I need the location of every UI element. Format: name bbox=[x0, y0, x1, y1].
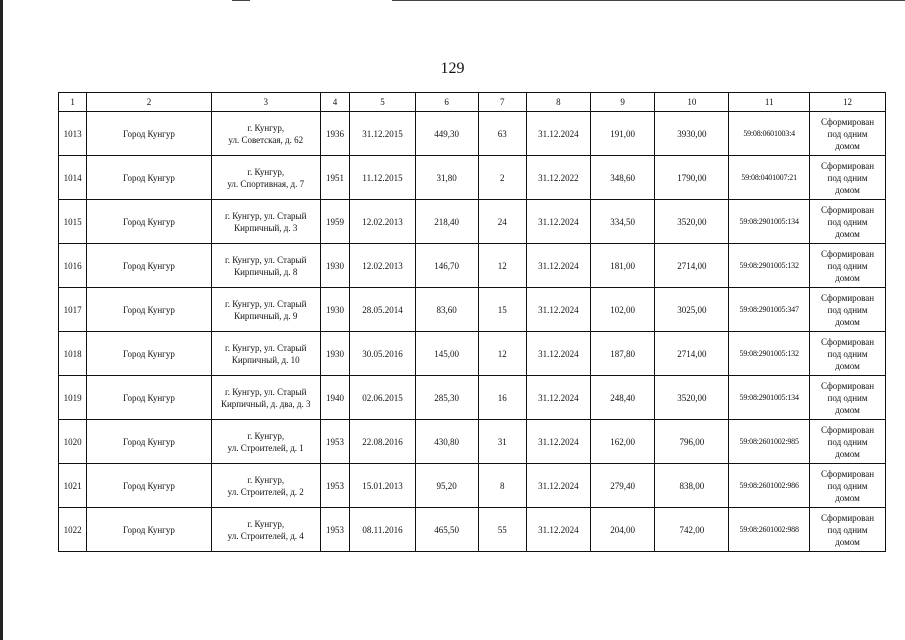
value-cell: 838,00 bbox=[655, 464, 729, 508]
municipality-cell: Город Кунгур bbox=[87, 420, 211, 464]
residents-cell: 2 bbox=[478, 156, 527, 200]
cadastral-number-cell: 59:08:0401007:21 bbox=[729, 156, 810, 200]
note-cell bbox=[810, 200, 886, 244]
table-row bbox=[59, 420, 886, 464]
area-cell: 145,00 bbox=[415, 332, 478, 376]
address-line: ул. Советская, д. 62 bbox=[228, 134, 304, 145]
address-line: Кирпичный, д. 10 bbox=[231, 354, 300, 365]
row-number: 1021 bbox=[59, 464, 87, 508]
address-line: г. Кунгур, bbox=[247, 430, 285, 441]
cadastral-number-cell: 59:08:2601002:985 bbox=[729, 420, 810, 464]
deadline-cell: 31.12.2024 bbox=[527, 288, 591, 332]
note-line: под одним bbox=[827, 172, 868, 183]
note-cell bbox=[810, 464, 886, 508]
residents-cell: 16 bbox=[478, 376, 527, 420]
note-line: Сформирован bbox=[820, 468, 875, 479]
row-number: 1018 bbox=[59, 332, 87, 376]
value-cell: 2714,00 bbox=[655, 244, 729, 288]
top-rule-right bbox=[392, 0, 905, 1]
row-number: 1019 bbox=[59, 376, 87, 420]
area-cell: 218,40 bbox=[415, 200, 478, 244]
note-line: Сформирован bbox=[820, 380, 875, 391]
deadline-cell: 31.12.2024 bbox=[527, 200, 591, 244]
municipality-cell: Город Кунгур bbox=[87, 376, 211, 420]
note-line: Сформирован bbox=[820, 116, 875, 127]
note-line: под одним bbox=[827, 392, 868, 403]
municipality-cell: Город Кунгур bbox=[87, 464, 211, 508]
address-line: г. Кунгур, ул. Старый bbox=[225, 298, 307, 309]
address-cell bbox=[211, 244, 320, 288]
note-line: Сформирован bbox=[820, 248, 875, 259]
area-cell: 285,30 bbox=[415, 376, 478, 420]
year-cell: 1951 bbox=[320, 156, 349, 200]
year-cell: 1930 bbox=[320, 288, 349, 332]
deadline-cell: 31.12.2024 bbox=[527, 332, 591, 376]
table-row bbox=[59, 376, 886, 420]
date-cell: 12.02.2013 bbox=[350, 200, 416, 244]
value-cell: 3520,00 bbox=[655, 200, 729, 244]
address-line: г. Кунгур, ул. Старый bbox=[225, 254, 307, 265]
value-cell: 248,40 bbox=[590, 376, 655, 420]
column-header: 6 bbox=[415, 93, 478, 112]
top-rule-left bbox=[232, 0, 250, 1]
table-row bbox=[59, 244, 886, 288]
address-line: Кирпичный, д. 9 bbox=[234, 310, 298, 321]
year-cell: 1940 bbox=[320, 376, 349, 420]
residents-cell: 12 bbox=[478, 332, 527, 376]
area-cell: 95,20 bbox=[415, 464, 478, 508]
residents-cell: 31 bbox=[478, 420, 527, 464]
note-line: домом bbox=[835, 492, 860, 503]
deadline-cell: 31.12.2024 bbox=[527, 244, 591, 288]
column-header: 9 bbox=[590, 93, 655, 112]
note-line: Сформирован bbox=[820, 204, 875, 215]
column-header: 4 bbox=[320, 93, 349, 112]
page-number: 129 bbox=[440, 60, 465, 77]
note-line: под одним bbox=[827, 436, 868, 447]
address-line: г. Кунгур, ул. Старый bbox=[225, 386, 307, 397]
address-cell bbox=[211, 508, 320, 552]
value-cell: 3930,00 bbox=[655, 112, 729, 156]
date-cell: 11.12.2015 bbox=[350, 156, 416, 200]
note-cell bbox=[810, 508, 886, 552]
address-cell bbox=[211, 464, 320, 508]
date-cell: 31.12.2015 bbox=[350, 112, 416, 156]
municipality-cell: Город Кунгур bbox=[87, 288, 211, 332]
year-cell: 1953 bbox=[320, 420, 349, 464]
deadline-cell: 31.12.2024 bbox=[527, 376, 591, 420]
row-number: 1015 bbox=[59, 200, 87, 244]
year-cell: 1953 bbox=[320, 508, 349, 552]
value-cell: 204,00 bbox=[590, 508, 655, 552]
note-line: Сформирован bbox=[820, 512, 875, 523]
deadline-cell: 31.12.2024 bbox=[527, 464, 591, 508]
note-cell bbox=[810, 244, 886, 288]
note-line: Сформирован bbox=[820, 160, 875, 171]
row-number: 1020 bbox=[59, 420, 87, 464]
note-cell bbox=[810, 112, 886, 156]
date-cell: 15.01.2013 bbox=[350, 464, 416, 508]
area-cell: 430,80 bbox=[415, 420, 478, 464]
header-row bbox=[59, 93, 886, 112]
note-line: домом bbox=[835, 360, 860, 371]
value-cell: 3520,00 bbox=[655, 376, 729, 420]
municipality-cell: Город Кунгур bbox=[87, 244, 211, 288]
column-header: 10 bbox=[655, 93, 729, 112]
deadline-cell: 31.12.2022 bbox=[527, 156, 591, 200]
note-cell bbox=[810, 376, 886, 420]
municipality-cell: Город Кунгур bbox=[87, 332, 211, 376]
address-line: Кирпичный, д. два, д. 3 bbox=[220, 398, 311, 409]
note-cell bbox=[810, 332, 886, 376]
year-cell: 1930 bbox=[320, 332, 349, 376]
note-line: под одним bbox=[827, 524, 868, 535]
note-line: под одним bbox=[827, 304, 868, 315]
note-line: домом bbox=[835, 316, 860, 327]
municipality-cell: Город Кунгур bbox=[87, 200, 211, 244]
note-cell bbox=[810, 420, 886, 464]
deadline-cell: 31.12.2024 bbox=[527, 508, 591, 552]
value-cell: 187,80 bbox=[590, 332, 655, 376]
note-line: под одним bbox=[827, 260, 868, 271]
note-cell bbox=[810, 156, 886, 200]
table-row bbox=[59, 200, 886, 244]
value-cell: 1790,00 bbox=[655, 156, 729, 200]
cadastral-number-cell: 59:08:2901005:132 bbox=[729, 332, 810, 376]
value-cell: 796,00 bbox=[655, 420, 729, 464]
address-cell bbox=[211, 156, 320, 200]
scan-edge bbox=[0, 0, 3, 640]
column-header: 7 bbox=[478, 93, 527, 112]
note-line: под одним bbox=[827, 480, 868, 491]
table-row bbox=[59, 288, 886, 332]
residents-cell: 63 bbox=[478, 112, 527, 156]
note-line: домом bbox=[835, 404, 860, 415]
deadline-cell: 31.12.2024 bbox=[527, 112, 591, 156]
column-header: 11 bbox=[729, 93, 810, 112]
table-row bbox=[59, 508, 886, 552]
residents-cell: 55 bbox=[478, 508, 527, 552]
note-line: под одним bbox=[827, 128, 868, 139]
address-line: г. Кунгур, ул. Старый bbox=[225, 342, 307, 353]
note-line: Сформирован bbox=[820, 424, 875, 435]
date-cell: 28.05.2014 bbox=[350, 288, 416, 332]
note-cell bbox=[810, 288, 886, 332]
cadastral-number-cell: 59:08:2601002:988 bbox=[729, 508, 810, 552]
residents-cell: 12 bbox=[478, 244, 527, 288]
housing-registry-table bbox=[58, 92, 886, 552]
date-cell: 08.11.2016 bbox=[350, 508, 416, 552]
address-line: ул. Строителей, д. 2 bbox=[227, 486, 304, 497]
value-cell: 3025,00 bbox=[655, 288, 729, 332]
table-row bbox=[59, 332, 886, 376]
row-number: 1016 bbox=[59, 244, 87, 288]
value-cell: 742,00 bbox=[655, 508, 729, 552]
date-cell: 12.02.2013 bbox=[350, 244, 416, 288]
note-line: домом bbox=[835, 448, 860, 459]
municipality-cell: Город Кунгур bbox=[87, 156, 211, 200]
address-cell bbox=[211, 288, 320, 332]
cadastral-number-cell: 59:08:2901005:134 bbox=[729, 200, 810, 244]
date-cell: 22.08.2016 bbox=[350, 420, 416, 464]
area-cell: 83,60 bbox=[415, 288, 478, 332]
column-header: 1 bbox=[59, 93, 87, 112]
value-cell: 348,60 bbox=[590, 156, 655, 200]
address-line: Кирпичный, д. 8 bbox=[234, 266, 298, 277]
address-line: Кирпичный, д. 3 bbox=[234, 222, 298, 233]
address-line: ул. Спортивная, д. 7 bbox=[227, 178, 305, 189]
note-line: домом bbox=[835, 140, 860, 151]
value-cell: 191,00 bbox=[590, 112, 655, 156]
value-cell: 162,00 bbox=[590, 420, 655, 464]
table-body bbox=[59, 112, 886, 552]
address-line: ул. Строителей, д. 4 bbox=[227, 530, 304, 541]
residents-cell: 15 bbox=[478, 288, 527, 332]
municipality-cell: Город Кунгур bbox=[87, 508, 211, 552]
row-number: 1022 bbox=[59, 508, 87, 552]
note-line: домом bbox=[835, 228, 860, 239]
area-cell: 31,80 bbox=[415, 156, 478, 200]
year-cell: 1953 bbox=[320, 464, 349, 508]
address-cell bbox=[211, 332, 320, 376]
residents-cell: 24 bbox=[478, 200, 527, 244]
cadastral-number-cell: 59:08:2901005:132 bbox=[729, 244, 810, 288]
value-cell: 279,40 bbox=[590, 464, 655, 508]
area-cell: 449,30 bbox=[415, 112, 478, 156]
year-cell: 1936 bbox=[320, 112, 349, 156]
address-line: г. Кунгур, bbox=[247, 474, 285, 485]
year-cell: 1930 bbox=[320, 244, 349, 288]
column-header: 3 bbox=[211, 93, 320, 112]
residents-cell: 8 bbox=[478, 464, 527, 508]
row-number: 1014 bbox=[59, 156, 87, 200]
cadastral-number-cell: 59:08:2901005:134 bbox=[729, 376, 810, 420]
date-cell: 30.05.2016 bbox=[350, 332, 416, 376]
cadastral-number-cell: 59:08:0601003:4 bbox=[729, 112, 810, 156]
note-line: под одним bbox=[827, 216, 868, 227]
address-line: г. Кунгур, ул. Старый bbox=[225, 210, 307, 221]
table-row bbox=[59, 112, 886, 156]
value-cell: 181,00 bbox=[590, 244, 655, 288]
municipality-cell: Город Кунгур bbox=[87, 112, 211, 156]
note-line: домом bbox=[835, 184, 860, 195]
address-cell bbox=[211, 200, 320, 244]
row-number: 1013 bbox=[59, 112, 87, 156]
cadastral-number-cell: 59:08:2901005:347 bbox=[729, 288, 810, 332]
deadline-cell: 31.12.2024 bbox=[527, 420, 591, 464]
column-header: 12 bbox=[810, 93, 886, 112]
address-cell bbox=[211, 420, 320, 464]
area-cell: 146,70 bbox=[415, 244, 478, 288]
address-line: г. Кунгур, bbox=[247, 518, 285, 529]
address-cell bbox=[211, 376, 320, 420]
note-line: домом bbox=[835, 536, 860, 547]
value-cell: 102,00 bbox=[590, 288, 655, 332]
column-header: 8 bbox=[527, 93, 591, 112]
area-cell: 465,50 bbox=[415, 508, 478, 552]
cadastral-number-cell: 59:08:2601002:986 bbox=[729, 464, 810, 508]
address-cell bbox=[211, 112, 320, 156]
year-cell: 1959 bbox=[320, 200, 349, 244]
address-line: ул. Строителей, д. 1 bbox=[227, 442, 304, 453]
value-cell: 334,50 bbox=[590, 200, 655, 244]
address-line: г. Кунгур, bbox=[247, 166, 285, 177]
address-line: г. Кунгур, bbox=[247, 122, 285, 133]
value-cell: 2714,00 bbox=[655, 332, 729, 376]
note-line: под одним bbox=[827, 348, 868, 359]
note-line: Сформирован bbox=[820, 336, 875, 347]
note-line: Сформирован bbox=[820, 292, 875, 303]
table-row bbox=[59, 156, 886, 200]
note-line: домом bbox=[835, 272, 860, 283]
row-number: 1017 bbox=[59, 288, 87, 332]
column-header: 2 bbox=[87, 93, 211, 112]
column-header: 5 bbox=[350, 93, 416, 112]
table-row bbox=[59, 464, 886, 508]
date-cell: 02.06.2015 bbox=[350, 376, 416, 420]
